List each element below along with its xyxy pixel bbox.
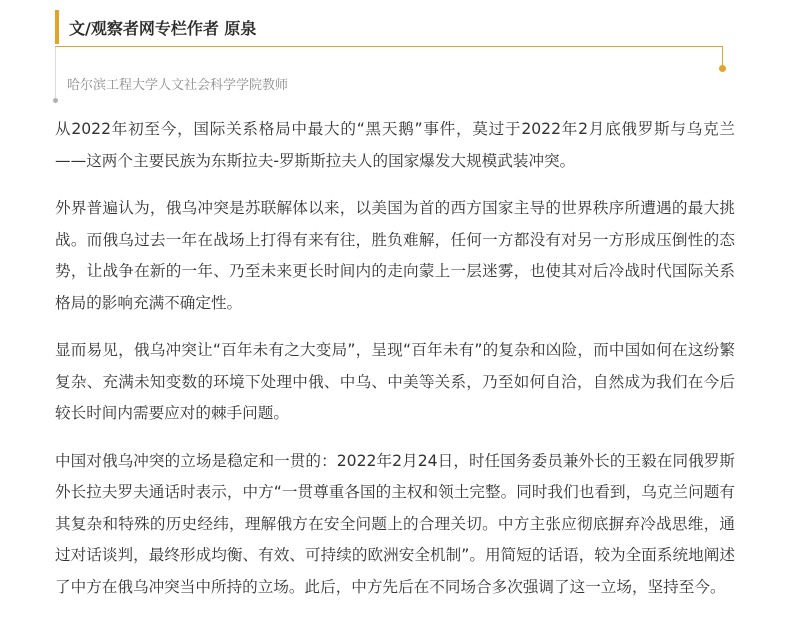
- left-guide-dot: [53, 98, 58, 103]
- author-affiliation: 哈尔滨工程大学人文社会科学学院教师: [67, 78, 289, 93]
- paragraph-1: 从2022年初至今，国际关系格局中最大的“黑天鹅”事件，莫过于2022年2月底俄罗斯与乌克兰——这两个主要民族为东斯拉夫-罗斯斯拉夫人的国家爆发大规模武装冲突。: [55, 120, 735, 170]
- divider-corner-line: [722, 46, 723, 66]
- divider-line: [55, 46, 723, 47]
- byline-box: [55, 6, 725, 102]
- paragraph-2: 外界普遍认为，俄乌冲突是苏联解体以来，以美国为首的西方国家主导的世界秩序所遭遇的最大挑战。而俄乌过去一年在战场上打得有来有往，胜负难解，任何一方都没有对另一方形成压倒性的态势，让战争在新的一年、乃至未来更长时间内的走向蒙上一层迷雾，也使其对后冷战时代国际关系格局的影响充满不确定性。: [55, 199, 735, 312]
- paragraph-4: 中国对俄乌冲突的立场是稳定和一贯的：2022年2月24日，时任国务委员兼外长的王毅在同俄罗斯外长拉夫罗夫通话时表示，中方“一贯尊重各国的主权和领土完整。同时我们也看到，乌克兰问题有其复杂和特殊的历史经纬，理解俄方在安全问题上的合理关切。中方主张应彻底摒弃冷战思维，通过对话谈判，最终形成均衡、有效、可持续的欧洲安全机制”。用简短的话语，较为全面系统地阐述了中方在俄乌冲突当中所持的立场。此后，中方先后在不同场合多次强调了这一立场，坚持至今。: [55, 451, 735, 596]
- paragraph-3: 显而易见，俄乌冲突让“百年未有之大变局”，呈现“百年未有”的复杂和凶险，而中国如何在这纷繁复杂、充满未知变数的环境下处理中俄、中乌、中美等关系，乃至如何自洽，自然成为我们在今后较长时间内需要应对的棘手问题。: [55, 341, 735, 422]
- corner-dot: [719, 65, 726, 72]
- left-guide-line: [55, 47, 56, 102]
- article-body: [55, 114, 735, 619]
- author-title: 文/观察者网专栏作者 原泉: [69, 19, 257, 38]
- accent-bar: [55, 10, 59, 44]
